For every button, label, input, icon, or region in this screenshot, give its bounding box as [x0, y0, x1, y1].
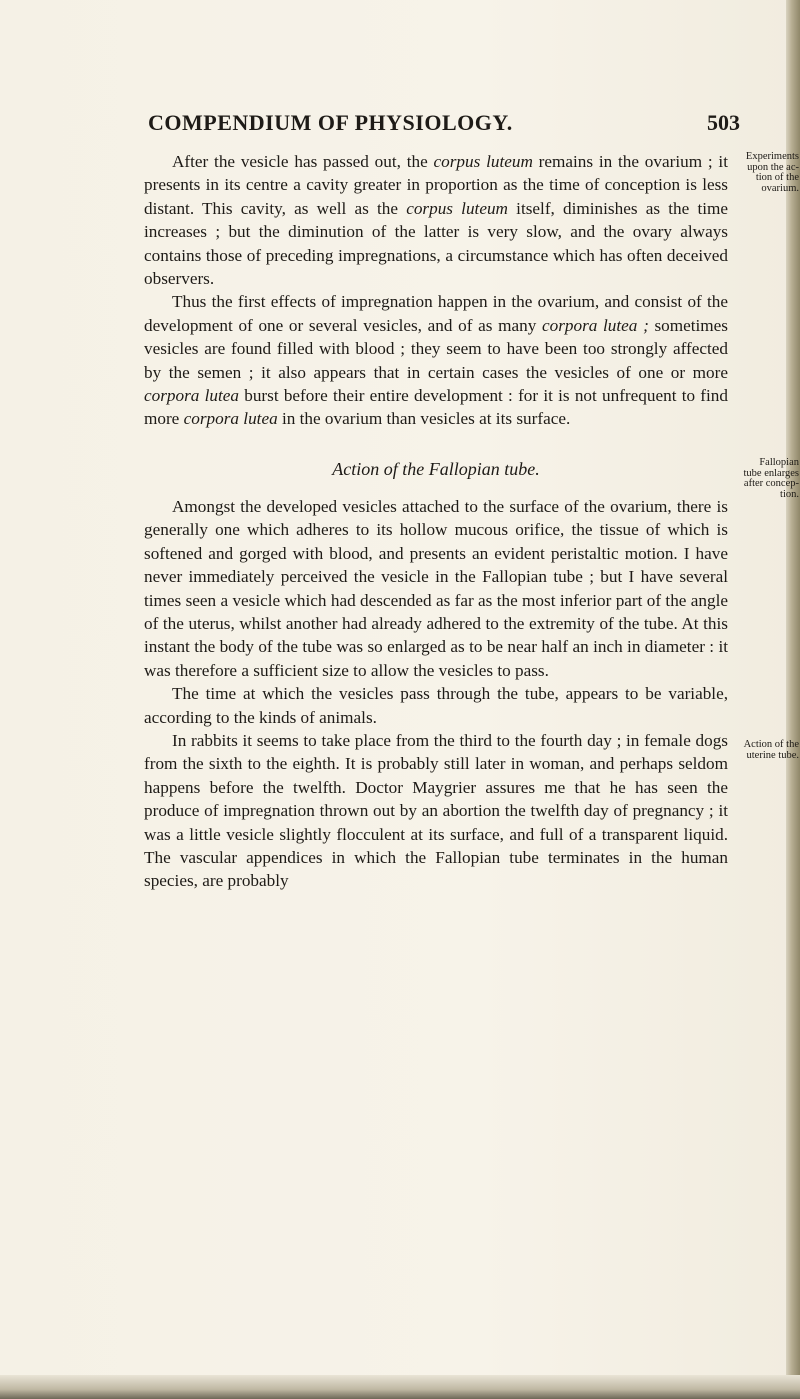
- italic-term: corpora lutea: [144, 386, 239, 406]
- paragraph-animal-timing: In rabbits it seems to take place from the third to the fourth day ; in female dogs from the sixth to the eighth. It is probably still later in woman, and perhaps seldom happens before the twelfth. Doctor Maygrier assures me that he has seen the produce of impregnation thrown out by an abortion the twelfth day of pregnancy ; it was a little vesicle slightly flocculent at its surface, and full of a transparent liquid. The vascular appendices in which the Fallopian tube terminates in the human species, are probably: [144, 730, 728, 891]
- italic-term: corpora lutea: [183, 409, 278, 429]
- running-head: [140, 110, 740, 140]
- italic-term: corpus luteum: [406, 198, 508, 218]
- italic-term: corpus luteum: [433, 152, 533, 171]
- text-run: sometimes vesicles are found filled with blood ; they seem to have been too strongly affected by the semen ; it also appears that in certain cases the vesicles of one or more: [144, 315, 728, 382]
- margin-note-experiments: Experiments upon the ac- tion of the ovarium.: [745, 151, 799, 194]
- paragraph-corpus-luteum: [144, 150, 728, 290]
- text-run: in the ovarium than vesicles at its surface.: [277, 409, 571, 429]
- section-heading: Action of the Fallopian tube.: [332, 458, 540, 479]
- text-run: After the vesicle has passed out, the: [172, 152, 434, 171]
- text-run: burst before their entire development : for it is not unfrequent to find more: [144, 386, 728, 429]
- margin-note-uterine-tube: Action of the uterine tube.: [743, 739, 799, 761]
- section-spacer: [144, 431, 728, 443]
- text-run: Thus the first effects of impregnation happen in the ovarium, and consist of the development of one or several vesicles, and of as many: [144, 292, 728, 335]
- paragraph-passage-time: The time at which the vesicles pass through the tube, appears to be variable, according to the kinds of animals.: [144, 684, 728, 727]
- italic-term: corpora lutea ;: [541, 315, 649, 335]
- text-run: itself, diminishes as the time increases ; but the diminution of the latter is very slow, and the ovary always contains those of preceding impregnations, a circumstance which has often deceived observers.: [144, 198, 728, 289]
- paragraph-fallopian-tube: Amongst the developed vesicles attached to the surface of the ovarium, there is generally one which adheres to its hollow mucous orifice, the tissue of which is softened and gorged with blood, and presents an evident peristaltic motion. I have never immediately perceived the vesicle in the Fallopian tube ; but I have several times seen a vesicle which had descended as far as the most inferior part of the angle of the uterus, whilst another had already adhered to the extremity of the tube. At this instant the body of the tube was so enlarged as to be near half an inch in diameter : it was therefore a sufficient size to allow the vesicles to pass.: [144, 496, 728, 680]
- page-bottom-edge: [0, 1375, 800, 1399]
- margin-note-fallopian: Fallopian tube enlarges after concep- tion.: [743, 457, 799, 500]
- running-title: COMPENDIUM OF PHYSIOLOGY.: [148, 110, 513, 135]
- page-binding-edge: [786, 0, 800, 1399]
- page-number: 503: [707, 110, 740, 135]
- text-run: remains in the ovarium ; it presents in its centre a cavity greater in proportion as the time of conception is less distant. This cavity, as well as the: [144, 152, 728, 218]
- body-text: [144, 150, 728, 893]
- paragraph-first-effects: [144, 290, 728, 430]
